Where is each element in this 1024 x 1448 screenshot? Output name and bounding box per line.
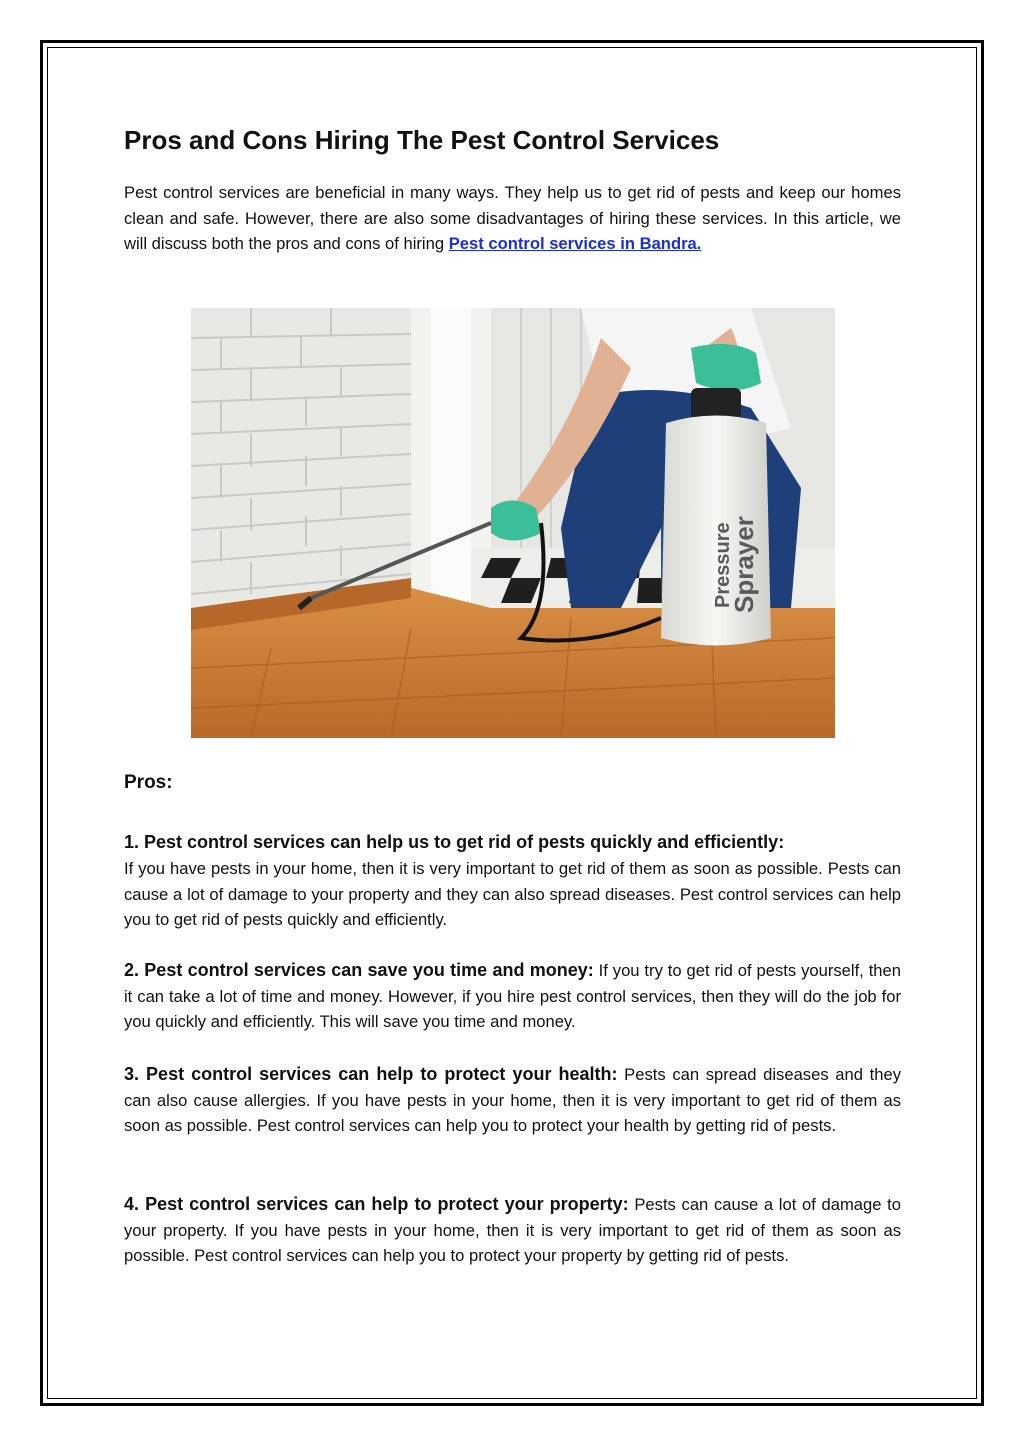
sprayer-label-2: Sprayer — [729, 516, 759, 613]
intro-text: Pest control services are beneficial in many ways. They help us to get rid of pests and keep our homes clean and safe. However, there are also some disadvantages of hiring these services. In this article, we will discuss both the pros and cons of hiring — [124, 183, 901, 253]
pro-item-3-title: 3. Pest control services can help to protect your health: — [124, 1064, 618, 1084]
pro-item-2 — [124, 958, 901, 1035]
pro-item-3 — [124, 1062, 901, 1139]
pro-item-4-body: Pests can cause a lot of damage to your property. If you have pests in your home, then it is very important to get rid of them as soon as possible. Pest control services can help you to protect your property by getting rid of pests. — [124, 1195, 901, 1265]
pro-item-2-body: If you try to get rid of pests yourself, then it can take a lot of time and money. However, if you hire pest control services, then they will do the job for you quickly and efficiently. This will save you time and money. — [124, 961, 901, 1031]
pro-item-1 — [124, 828, 901, 933]
page-title: Pros and Cons Hiring The Pest Control Services — [124, 125, 720, 155]
pros-heading: Pros: — [124, 772, 173, 793]
pest-control-bandra-link[interactable]: Pest control services in Bandra. — [448, 234, 702, 253]
pest-control-worker-photo — [191, 308, 835, 738]
pro-item-1-body: If you have pests in your home, then it is very important to get rid of them as soon as possible. Pests can cause a lot of damage to your property and they can also spread diseases. Pest control services can help you to get rid of pests quickly and efficiently. — [124, 859, 901, 929]
pro-item-4 — [124, 1192, 901, 1269]
pro-item-2-title: 2. Pest control services can save you time and money: — [124, 960, 594, 980]
pro-item-1-title: 1. Pest control services can help us to get rid of pests quickly and efficiently: — [124, 832, 785, 852]
pro-item-4-title: 4. Pest control services can help to protect your property: — [124, 1194, 629, 1214]
sprayer-label-1: Pressure — [712, 522, 734, 608]
article-header — [124, 120, 901, 257]
pro-item-3-body: Pests can spread diseases and they can also cause allergies. If you have pests in your home, then it is very important to get rid of them as soon as possible. Pest control services can help you to protect your health by getting rid of pests. — [124, 1065, 901, 1135]
intro-paragraph — [124, 180, 901, 257]
